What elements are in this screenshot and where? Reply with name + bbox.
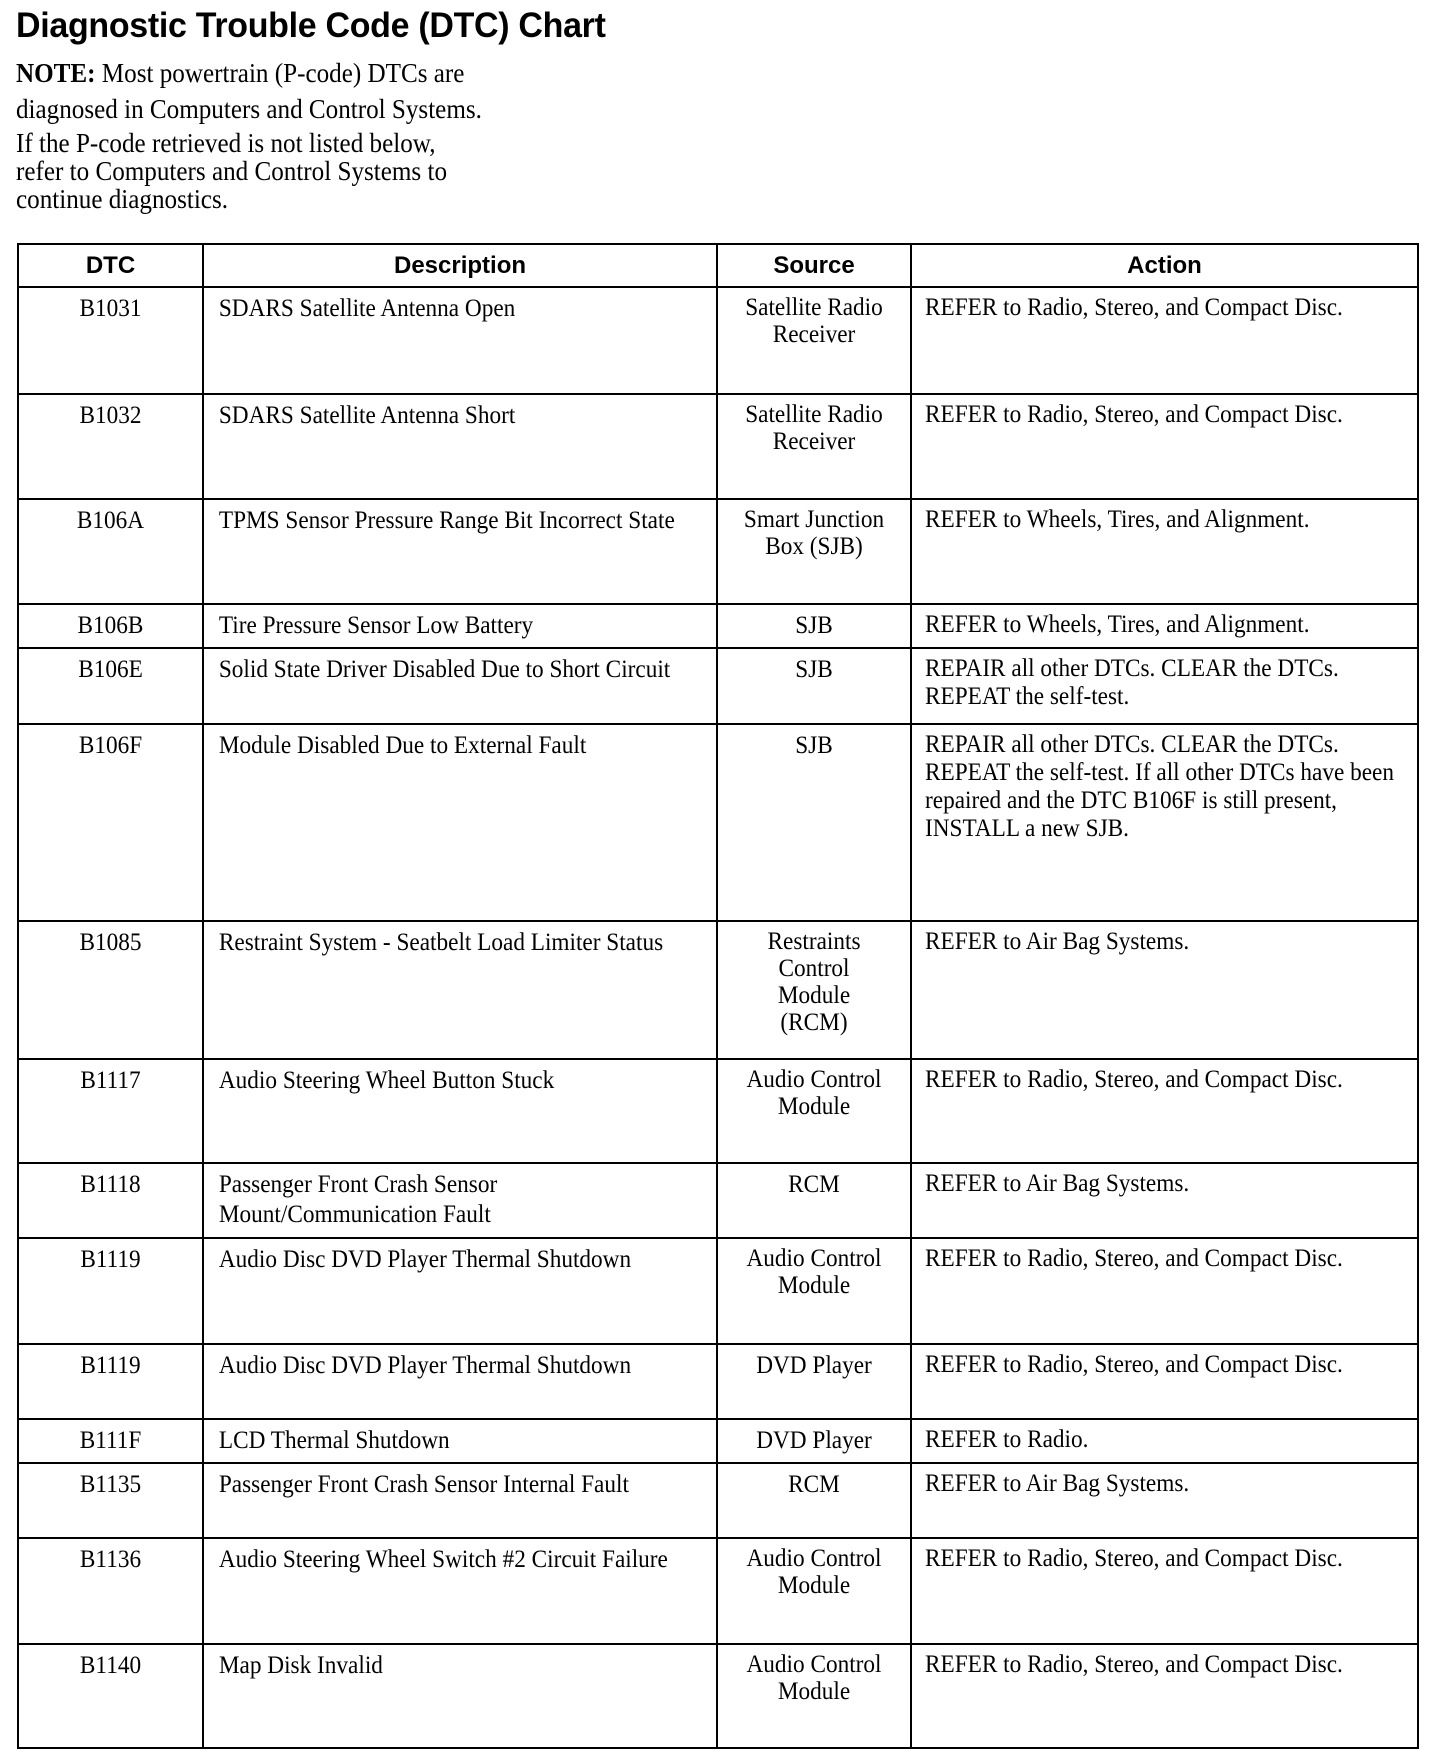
table-row [18,648,1418,724]
action-cell-text: REFER to Wheels, Tires, and Alignment. [925,611,1310,638]
dtc-code-cell-text: B1085 [79,929,142,956]
action-cell-text: REFER to Air Bag Systems. [925,1170,1190,1197]
column-header-action: Action [911,244,1418,287]
action-cell [911,724,1418,921]
action-cell [911,604,1418,648]
dtc-code-cell [18,604,203,648]
description-cell [203,287,717,394]
description-cell [203,1644,717,1748]
source-cell-text: DVD Player [756,1352,872,1379]
source-cell-text: Restraints Control Module (RCM) [767,928,861,1036]
description-cell-text: LCD Thermal Shutdown [218,1427,450,1454]
action-cell [911,1463,1418,1538]
source-cell-text: SJB [795,656,833,683]
table-body [18,287,1418,1748]
action-cell-text: REPAIR all other DTCs. CLEAR the DTCs. REPEAT the self-test. If all other DTCs have been repaired and the DTC B106F is still present, INSTALL a new SJB. [925,731,1395,842]
description-cell-text: Audio Steering Wheel Switch #2 Circuit Failure [218,1546,668,1573]
action-cell-text: REFER to Radio, Stereo, and Compact Disc. [925,294,1343,321]
action-cell-text: REFER to Air Bag Systems. [925,1470,1190,1497]
table-row [18,394,1418,499]
description-cell [203,604,717,648]
table-row [18,287,1418,394]
note-paragraph [16,58,593,214]
action-cell-text: REFER to Radio, Stereo, and Compact Disc. [925,1066,1343,1093]
dtc-code-cell-text: B106F [78,732,143,759]
description-cell [203,648,717,724]
dtc-code-cell-text: B1135 [79,1471,142,1498]
dtc-code-cell [18,1344,203,1419]
action-cell [911,648,1418,724]
source-cell [717,1644,911,1748]
description-cell-text: Module Disabled Due to External Fault [218,732,587,759]
dtc-code-cell [18,648,203,724]
dtc-code-cell [18,1538,203,1644]
column-header-description: Description [203,244,717,287]
action-cell [911,1419,1418,1463]
dtc-code-cell [18,724,203,921]
dtc-code-cell-text: B106B [77,612,144,639]
action-cell [911,499,1418,604]
description-cell [203,1344,717,1419]
column-header-dtc: DTC [18,244,203,287]
table-row [18,724,1418,921]
source-cell [717,1163,911,1238]
action-cell-text: REFER to Air Bag Systems. [925,928,1190,955]
action-cell [911,921,1418,1059]
source-cell-text: Audio Control Module [746,1245,882,1299]
dtc-code-cell-text: B106A [76,507,145,534]
description-cell-text: Passenger Front Crash Sensor Mount/Communication Fault [218,1171,498,1228]
description-cell [203,921,717,1059]
description-cell [203,1163,717,1238]
note-line: continue diagnostics. [16,184,229,214]
source-cell-text: Audio Control Module [746,1066,882,1120]
page-title: Diagnostic Trouble Code (DTC) Chart [16,6,606,45]
note-text: Most powertrain (P-code) DTCs are [95,58,465,88]
table-row [18,1059,1418,1163]
table-row [18,604,1418,648]
action-cell-text: REFER to Wheels, Tires, and Alignment. [925,506,1310,533]
dtc-code-cell [18,1419,203,1463]
table-row [18,499,1418,604]
note-label: NOTE: [16,58,96,88]
description-cell-text: Passenger Front Crash Sensor Internal Fault [218,1471,629,1498]
source-cell [717,287,911,394]
table-row [18,1463,1418,1538]
dtc-code-cell-text: B111F [79,1427,142,1454]
table-header-row [18,244,1418,287]
source-cell-text: Audio Control Module [746,1545,882,1599]
dtc-code-cell [18,394,203,499]
dtc-code-cell-text: B1032 [79,402,142,429]
dtc-code-cell-text: B1031 [79,295,142,322]
table-row [18,1538,1418,1644]
column-header-source: Source [717,244,911,287]
source-cell [717,1059,911,1163]
source-cell-text: Satellite Radio Receiver [745,294,883,348]
description-cell [203,499,717,604]
source-cell-text: SJB [795,612,833,639]
action-cell [911,1163,1418,1238]
description-cell-text: TPMS Sensor Pressure Range Bit Incorrect State [218,507,675,534]
source-cell [717,1419,911,1463]
action-cell [911,1344,1418,1419]
description-cell [203,724,717,921]
table-row [18,1344,1418,1419]
description-cell-text: Audio Steering Wheel Button Stuck [218,1067,555,1094]
dtc-code-cell [18,1059,203,1163]
table-row [18,1163,1418,1238]
action-cell-text: REFER to Radio, Stereo, and Compact Disc. [925,1545,1343,1572]
action-cell [911,1059,1418,1163]
description-cell-text: Solid State Driver Disabled Due to Short Circuit [218,656,671,683]
source-cell-text: SJB [795,732,833,759]
source-cell [717,1463,911,1538]
source-cell [717,921,911,1059]
action-cell [911,1238,1418,1344]
action-cell-text: REFER to Radio, Stereo, and Compact Disc. [925,1651,1343,1678]
description-cell [203,1419,717,1463]
description-cell [203,1463,717,1538]
source-cell-text: Satellite Radio Receiver [745,401,883,455]
description-cell [203,1238,717,1344]
source-cell [717,1344,911,1419]
description-cell-text: Audio Disc DVD Player Thermal Shutdown [218,1352,632,1379]
source-cell [717,1538,911,1644]
action-cell-text: REFER to Radio. [925,1426,1089,1453]
description-cell-text: Audio Disc DVD Player Thermal Shutdown [218,1246,632,1273]
dtc-table [17,243,1419,1749]
source-cell [717,394,911,499]
description-cell-text: Restraint System - Seatbelt Load Limiter Status [218,929,664,956]
source-cell-text: RCM [788,1471,840,1498]
note-line: diagnosed in Computers and Control Systems. [16,94,482,124]
description-cell-text: Tire Pressure Sensor Low Battery [218,612,534,639]
dtc-code-cell-text: B1118 [80,1171,141,1198]
action-cell [911,1644,1418,1748]
dtc-code-cell [18,1644,203,1748]
action-cell-text: REFER to Radio, Stereo, and Compact Disc. [925,1245,1343,1272]
dtc-code-cell-text: B1119 [80,1246,141,1273]
dtc-code-cell-text: B106E [78,656,143,683]
note-line: If the P-code retrieved is not listed below, [16,128,436,158]
action-cell-text: REFER to Radio, Stereo, and Compact Disc. [925,1351,1343,1378]
source-cell [717,648,911,724]
source-cell-text: RCM [788,1171,840,1198]
dtc-code-cell-text: B1140 [79,1652,142,1679]
description-cell [203,394,717,499]
action-cell-text: REFER to Radio, Stereo, and Compact Disc. [925,401,1343,428]
dtc-code-cell [18,1238,203,1344]
dtc-code-cell [18,287,203,394]
description-cell-text: SDARS Satellite Antenna Short [218,402,516,429]
source-cell [717,724,911,921]
dtc-code-cell-text: B1117 [80,1067,141,1094]
dtc-code-cell [18,1163,203,1238]
source-cell [717,604,911,648]
action-cell [911,287,1418,394]
description-cell-text: Map Disk Invalid [218,1652,383,1679]
source-cell-text: Smart Junction Box (SJB) [743,506,885,560]
source-cell-text: Audio Control Module [746,1651,882,1705]
dtc-code-cell [18,921,203,1059]
description-cell [203,1538,717,1644]
source-cell [717,499,911,604]
description-cell-text: SDARS Satellite Antenna Open [218,295,516,322]
action-cell-text: REPAIR all other DTCs. CLEAR the DTCs. REPEAT the self-test. [925,655,1339,710]
table-row [18,1419,1418,1463]
dtc-code-cell [18,499,203,604]
table-row [18,1238,1418,1344]
table-row [18,921,1418,1059]
table-row [18,1644,1418,1748]
dtc-code-cell-text: B1119 [80,1352,141,1379]
note-line [16,58,593,88]
dtc-code-cell-text: B1136 [79,1546,142,1573]
source-cell [717,1238,911,1344]
note-line: refer to Computers and Control Systems to [16,156,448,186]
action-cell [911,1538,1418,1644]
action-cell [911,394,1418,499]
description-cell [203,1059,717,1163]
dtc-code-cell [18,1463,203,1538]
source-cell-text: DVD Player [756,1427,872,1454]
